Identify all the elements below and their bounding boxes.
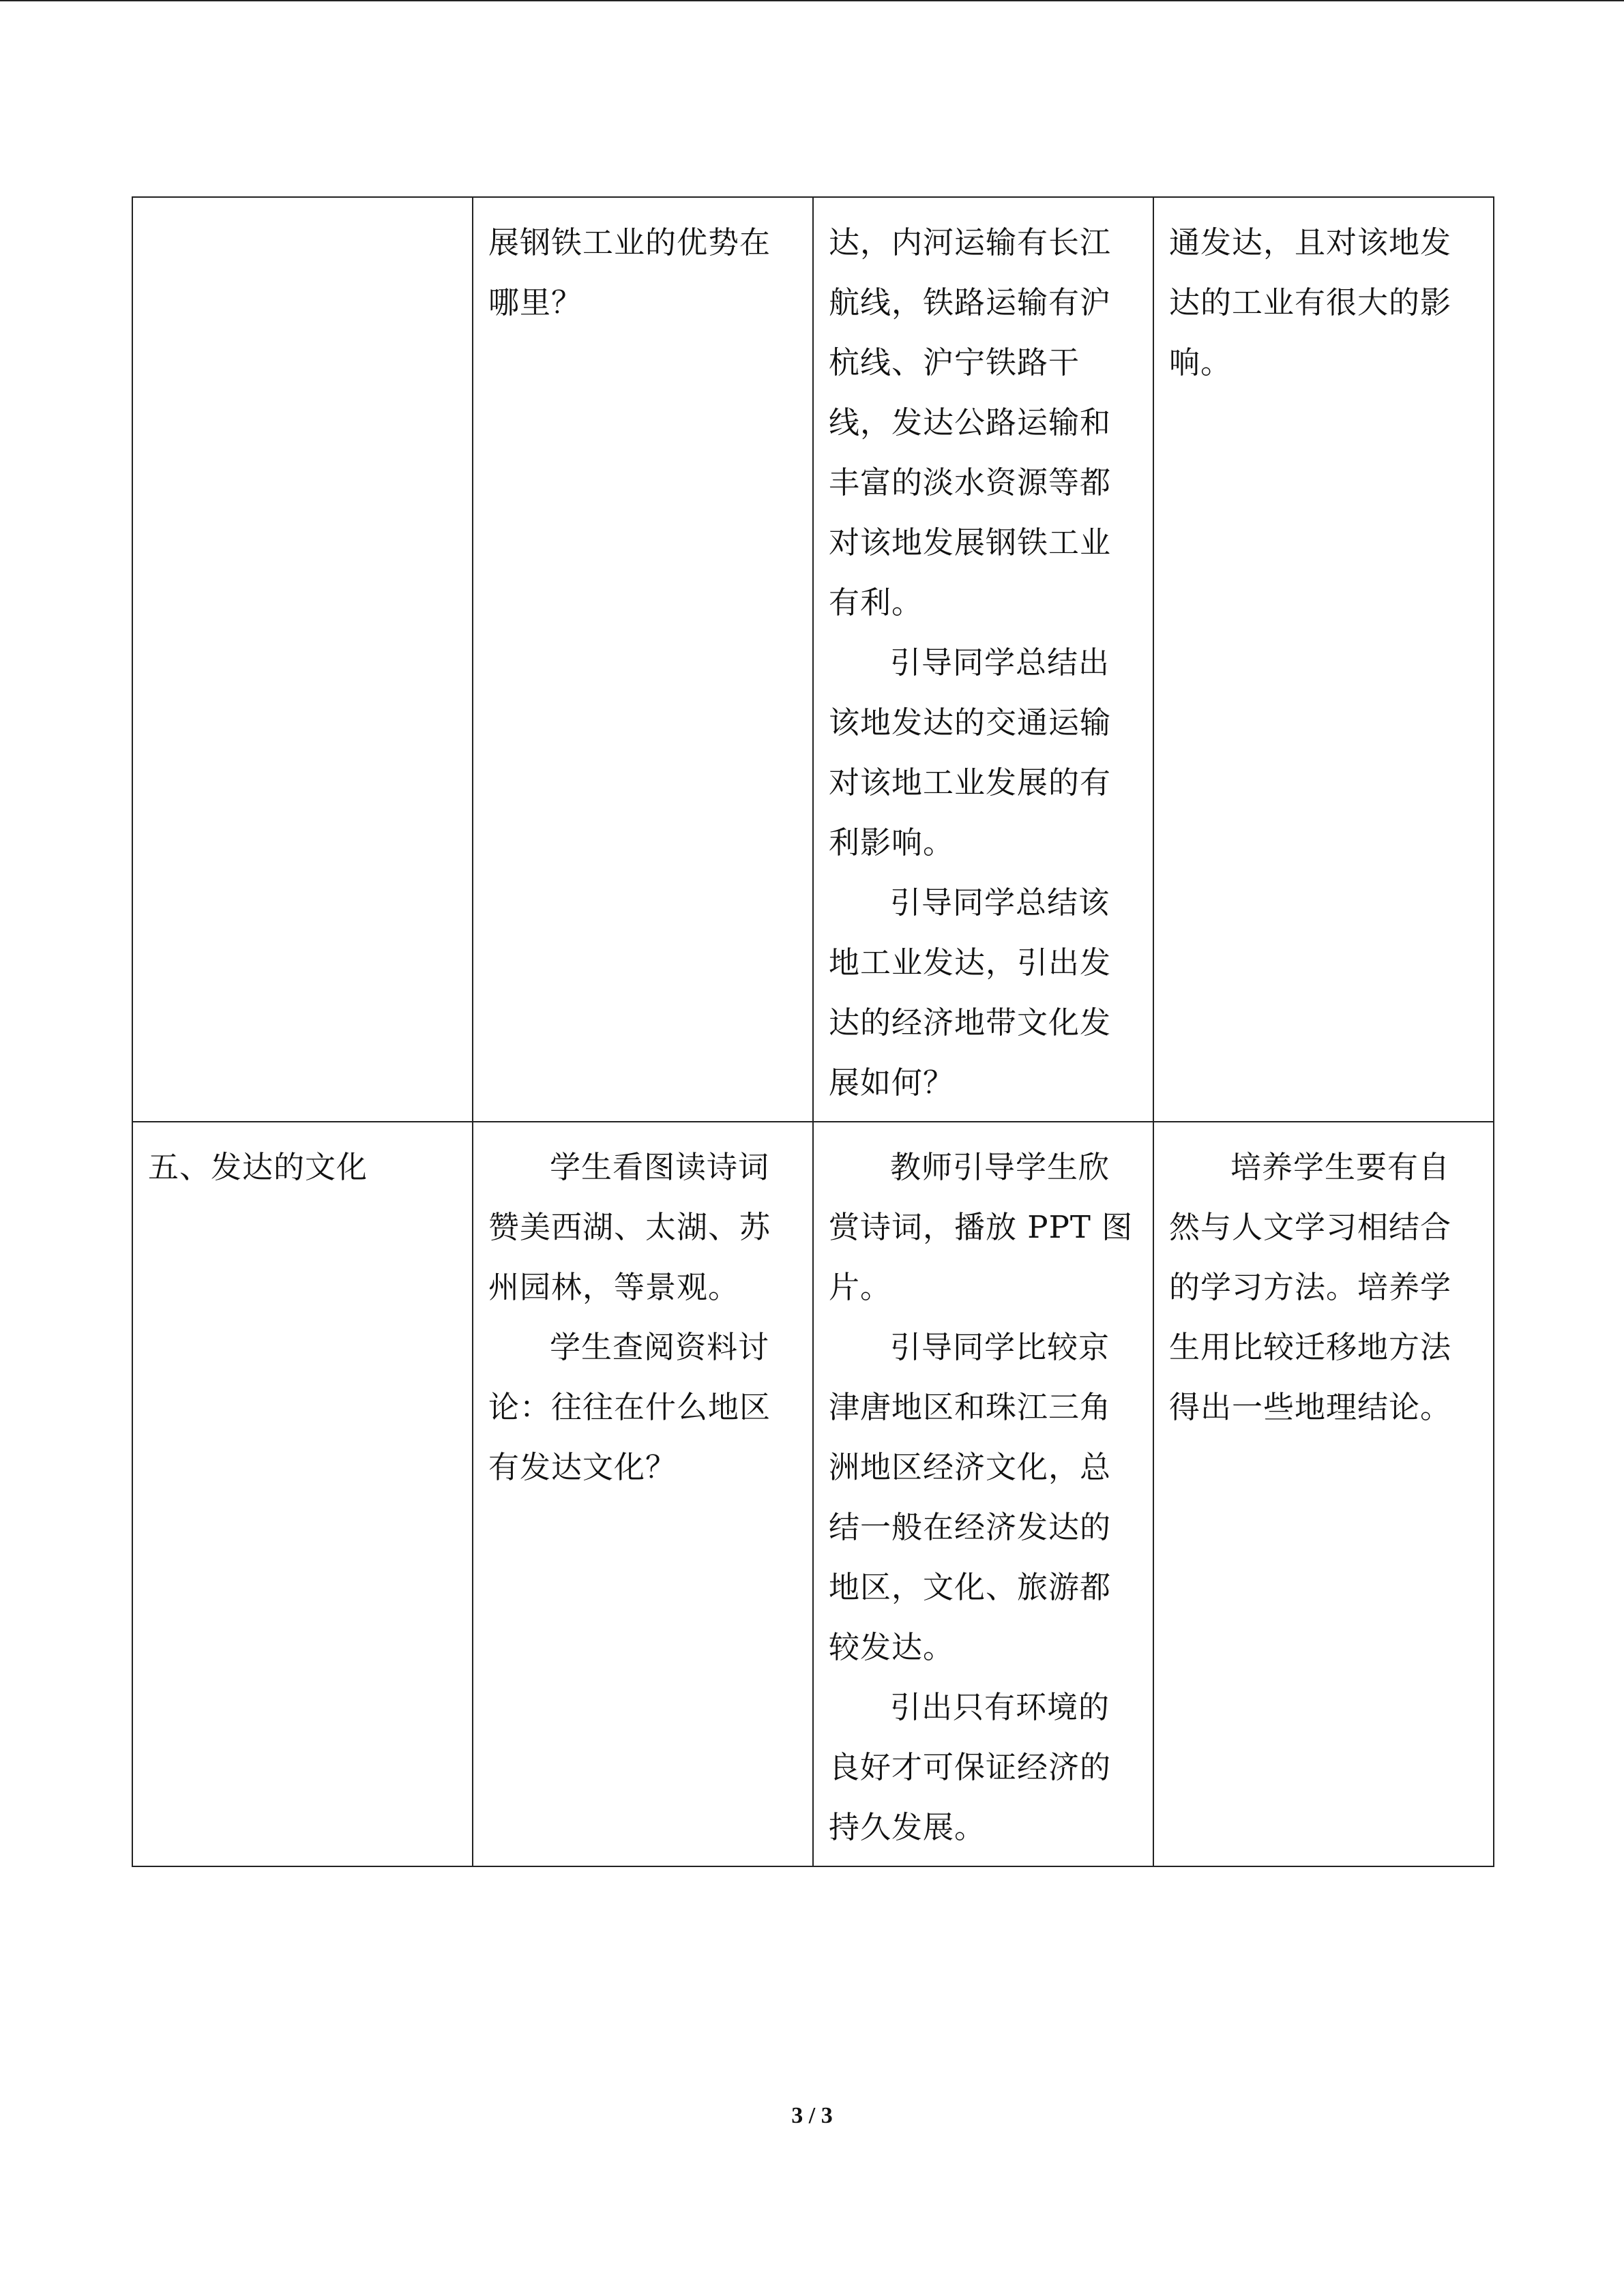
- teacher-activity-text: 引导同学总结出该地发达的交通运输对该地工业发展的有利影响。: [829, 644, 1112, 861]
- teacher-activity-text: 引出只有环境的良好才可保证经济的持久发展。: [829, 1689, 1112, 1845]
- section-title-cell: [132, 197, 473, 1122]
- teacher-activity-text: 教师引导学生欣赏诗词，播放 PPT 图片。: [829, 1149, 1134, 1305]
- page-top-border: [0, 0, 1624, 1]
- student-activity-text: 学生看图读诗词赞美西湖、太湖、苏州园林，等景观。: [488, 1149, 771, 1305]
- page-number: 3 / 3: [791, 2103, 833, 2128]
- student-activity-text: 展钢铁工业的优势在哪里？: [488, 224, 771, 320]
- section-title-cell: [132, 1122, 473, 1866]
- design-intent-text: 培养学生要有自然与人文学习相结合的学习方法。培养学生用比较迁移地方法得出一些地理结论。: [1169, 1149, 1452, 1425]
- teacher-activity-text: 引导同学总结该地工业发达，引出发达的经济地带文化发展如何？: [829, 884, 1112, 1101]
- table-row: [132, 1122, 1494, 1866]
- student-activity-cell: [473, 197, 813, 1122]
- lesson-plan-table: [132, 196, 1494, 1867]
- design-intent-text: 通发达，且对该地发达的工业有很大的影响。: [1169, 224, 1452, 381]
- teacher-activity-text: 达，内河运输有长江航线，铁路运输有沪杭线、沪宁铁路干线，发达公路运输和丰富的淡水资源等都对该地发展钢铁工业有利。: [829, 224, 1112, 621]
- teacher-activity-cell: [813, 197, 1153, 1122]
- section-title: 五、发达的文化: [148, 1149, 368, 1185]
- teacher-activity-cell: [813, 1122, 1153, 1866]
- table-row: [132, 197, 1494, 1122]
- design-intent-cell: [1153, 197, 1494, 1122]
- student-activity-text: 学生查阅资料讨论：往往在什么地区有发达文化？: [488, 1329, 771, 1485]
- student-activity-cell: [473, 1122, 813, 1866]
- design-intent-cell: [1153, 1122, 1494, 1866]
- teacher-activity-text: 引导同学比较京津唐地区和珠江三角洲地区经济文化，总结一般在经济发达的地区，文化、旅游都较发达。: [829, 1329, 1112, 1665]
